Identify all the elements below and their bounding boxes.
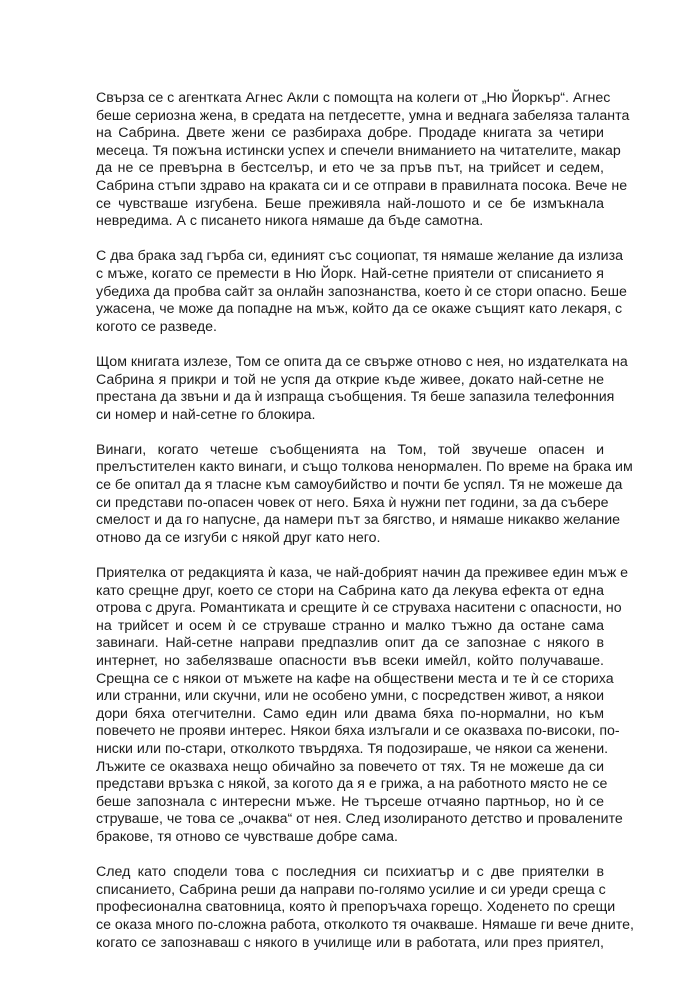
- text-line: или странни, или скучни, или не особено умни, с посредствен живот, а някои: [96, 688, 605, 705]
- paragraph: [96, 353, 628, 424]
- text-line: След като сподели това с последния си психиатър и с две приятелки в: [96, 864, 604, 881]
- text-line: С два брака зад гърба си, единият със социопат, тя нямаше желание да излиза: [96, 248, 623, 265]
- text-line: Срещна се с някои от мъжете на кафе на обществени места и те ѝ се сториха: [96, 670, 614, 687]
- text-line: завинаги. Най-сетне направи предпазлив опит да се запознае с някого в: [96, 635, 604, 652]
- text-line: когото се разведе.: [96, 318, 217, 335]
- text-line: когато се запознаваш с някого в училище или в работата, или през приятел,: [96, 934, 604, 951]
- text-line: Свърза се с агентката Агнес Акли с помощта на колеги от „Ню Йоркър“. Агнес: [96, 90, 611, 106]
- text-line: Сабрина я прикри и той не успя да открие къде живее, докато най-сетне не: [96, 371, 604, 388]
- text-line: Лъжите се оказваха нещо обичайно за повечето от тях. Тя не можеше да си: [96, 758, 604, 775]
- text-line: професионална сватовница, която ѝ препоръчаха горещо. Ходенето по срещи: [96, 899, 616, 916]
- text-line: да не се превърна в бестселър, и ето че за пръв път, на трийсет и седем,: [96, 160, 604, 177]
- paragraph: [96, 248, 627, 336]
- text-line: Сабрина стъпи здраво на краката си и се отправи в правилната посока. Вече не: [96, 177, 628, 194]
- text-line: месеца. Тя пожъна истински успех и спечели вниманието на читателите, макар: [96, 142, 621, 159]
- text-line: Приятелка от редакцията ѝ каза, че най-добрият начин да преживее един мъж е: [96, 565, 629, 582]
- text-line: дори бяха отегчителни. Само един или двама бяха по-нормални, но към: [96, 705, 604, 722]
- text-line: беше запознала с интересни мъже. Не търсеше отчаяно партньор, но ѝ се: [96, 793, 604, 810]
- text-line: като срещне друг, което се стори на Сабрина като да лекува ефекта от една: [96, 582, 604, 599]
- text-line: списанието, Сабрина реши да направи по-голямо усилие и си уреди среща с: [96, 881, 606, 898]
- paragraph: [96, 90, 630, 231]
- text-line: се оказа много по-сложна работа, отколкото тя очакваше. Нямаше ги вече дните,: [96, 916, 634, 933]
- text-line: престана да звъни и да ѝ изпраща съобщения. Тя беше запазила телефонния: [96, 389, 615, 406]
- text-line: си номер и най-сетне го блокира.: [96, 406, 316, 423]
- document-page: [96, 90, 634, 970]
- text-line: с мъже, когато се премести в Ню Йорк. Най-сетне приятели от списанието я: [96, 265, 604, 282]
- text-line: на трийсет и осем ѝ се струваше странно и малко тъжно да остане сама: [96, 617, 604, 634]
- text-line: повечето не прояви интерес. Някои бяха излъгали и се оказваха по-високи, по-: [96, 723, 620, 740]
- text-line: се бе опитал да я тласне към самоубийство и почти бе успял. Тя не можеше да: [96, 477, 623, 494]
- text-line: невредима. А с писането никога нямаше да бъде самотна.: [96, 213, 484, 230]
- text-line: Винаги, когато четеше съобщенията на Том, той звучеше опасен и: [96, 441, 604, 458]
- text-line: отрова с друга. Романтиката и срещите ѝ се струваха наситени с опасности, но: [96, 600, 622, 617]
- text-line: ужасена, че може да попадне на мъж, който да се окаже същият като лекаря, с: [96, 301, 623, 318]
- text-line: смелост и да го напусне, да намери път за бягство, и нямаше никакво желание: [96, 512, 621, 529]
- paragraph: [96, 864, 634, 952]
- text-line: интернет, но забелязваше опасности във всеки имейл, който получаваше.: [96, 653, 604, 669]
- paragraph: [96, 441, 633, 548]
- text-line: ниски или по-стари, отколкото твърдяха. Тя подозираше, че някои са женени.: [96, 740, 609, 757]
- text-line: струваше, че това се „очаква“ от нея. След изолираното детство и провалените: [96, 811, 623, 828]
- text-line: бракове, тя отново се чувстваше добре сама.: [96, 828, 398, 845]
- text-line: отново да се изгуби с някой друг като него.: [96, 529, 381, 546]
- text-line: беше сериозна жена, в средата на петдесетте, умна и веднага забеляза таланта: [96, 107, 630, 124]
- text-line: Щом книгата излезе, Том се опита да се свърже отново с нея, но издателката на: [96, 353, 628, 370]
- text-line: прелъстителен както винаги, и също толкова ненормален. По време на брака им: [96, 459, 633, 476]
- paragraph: [96, 565, 629, 847]
- text-line: убедиха да пробва сайт за онлайн запознанства, което ѝ се стори опасно. Беше: [96, 283, 627, 300]
- text-line: си представи по-опасен човек от него. Бяха ѝ нужни пет години, за да събере: [96, 494, 609, 511]
- text-line: на Сабрина. Двете жени се разбираха добре. Продаде книгата за четири: [96, 125, 604, 142]
- text-line: представи връзка с някой, за когото да я е грижа, а на работното място не се: [96, 776, 608, 793]
- text-line: се чувстваше изгубена. Беше преживяла най-лошото и се бе измъкнала: [96, 195, 604, 212]
